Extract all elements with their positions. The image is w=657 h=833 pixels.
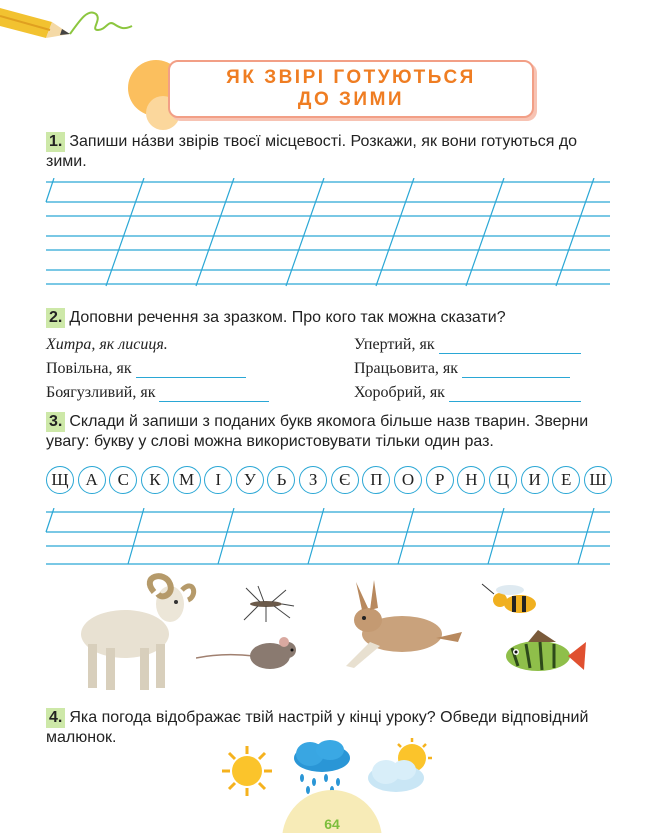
answer-line[interactable] xyxy=(159,388,269,402)
pencil-decoration-icon xyxy=(0,0,140,50)
letter-circle: З xyxy=(299,466,327,494)
letter-circle: Ь xyxy=(267,466,295,494)
letter-circle: А xyxy=(78,466,106,494)
letter-circle: Е xyxy=(552,466,580,494)
fill-item: Хоробрий, як xyxy=(354,382,581,402)
letter-circle: Ц xyxy=(489,466,517,494)
ram-icon xyxy=(70,572,200,694)
writing-lines-3[interactable] xyxy=(44,508,612,568)
title-block xyxy=(128,58,538,132)
letter-circle: Р xyxy=(426,466,454,494)
task-4-text: Яка погода відображає твій настрій у кінці уроку? Обведи відповідний малюнок. xyxy=(46,709,589,746)
wasp-icon xyxy=(480,582,550,618)
letter-circle: О xyxy=(394,466,422,494)
task-4-number: 4. xyxy=(46,708,65,728)
writing-lines-1[interactable] xyxy=(44,178,612,290)
task-3-number: 3. xyxy=(46,412,65,432)
letter-circle: Ш xyxy=(584,466,612,494)
answer-line[interactable] xyxy=(439,340,581,354)
letter-circle: И xyxy=(521,466,549,494)
task-3 xyxy=(46,412,616,452)
hare-icon xyxy=(340,580,466,676)
letter-circle: І xyxy=(204,466,232,494)
letter-circle: П xyxy=(362,466,390,494)
letter-circle: Щ xyxy=(46,466,74,494)
task-3-text: Склади й запиши з поданих букв якомога більше назв тварин. Зверни увагу: букву у слові можна використовувати тільки один раз. xyxy=(46,413,589,450)
fill-item: Боягузливий, як xyxy=(46,382,269,402)
mouse-icon xyxy=(196,628,296,674)
sun-icon[interactable] xyxy=(220,744,274,798)
answer-line[interactable] xyxy=(449,388,581,402)
letter-circle: У xyxy=(236,466,264,494)
fill-item: Повільна, як xyxy=(46,358,246,378)
page-number: 64 xyxy=(324,816,340,832)
letter-circle: М xyxy=(173,466,201,494)
letter-circle: К xyxy=(141,466,169,494)
task-1 xyxy=(46,132,616,172)
task-2 xyxy=(46,308,616,328)
letter-circle: С xyxy=(109,466,137,494)
fill-item: Працьовита, як xyxy=(354,358,570,378)
letter-circle: Є xyxy=(331,466,359,494)
fill-item: Упертий, як xyxy=(354,334,581,354)
task-2-text: Доповни речення за зразком. Про кого так можна сказати? xyxy=(69,309,506,326)
letter-row xyxy=(46,466,612,496)
task-1-text: Запиши на́зви звірів твоєї місцевості. Розкажи, як вони готуються до зими. xyxy=(46,133,578,170)
title-line-1: ЯК ЗВІРІ ГОТУЮТЬСЯ xyxy=(226,67,476,88)
title-line-2: ДО ЗИМИ xyxy=(297,89,405,110)
task-2-number: 2. xyxy=(46,308,65,328)
example-sentence: Хитра, як лисиця. xyxy=(46,336,168,353)
task-1-number: 1. xyxy=(46,132,65,152)
page-title xyxy=(168,60,534,118)
answer-line[interactable] xyxy=(136,364,246,378)
perch-fish-icon xyxy=(498,630,586,680)
answer-line[interactable] xyxy=(462,364,570,378)
letter-circle: Н xyxy=(457,466,485,494)
rain-cloud-icon[interactable] xyxy=(290,738,352,796)
sun-behind-cloud-icon[interactable] xyxy=(366,738,436,796)
mosquito-icon xyxy=(236,584,296,624)
